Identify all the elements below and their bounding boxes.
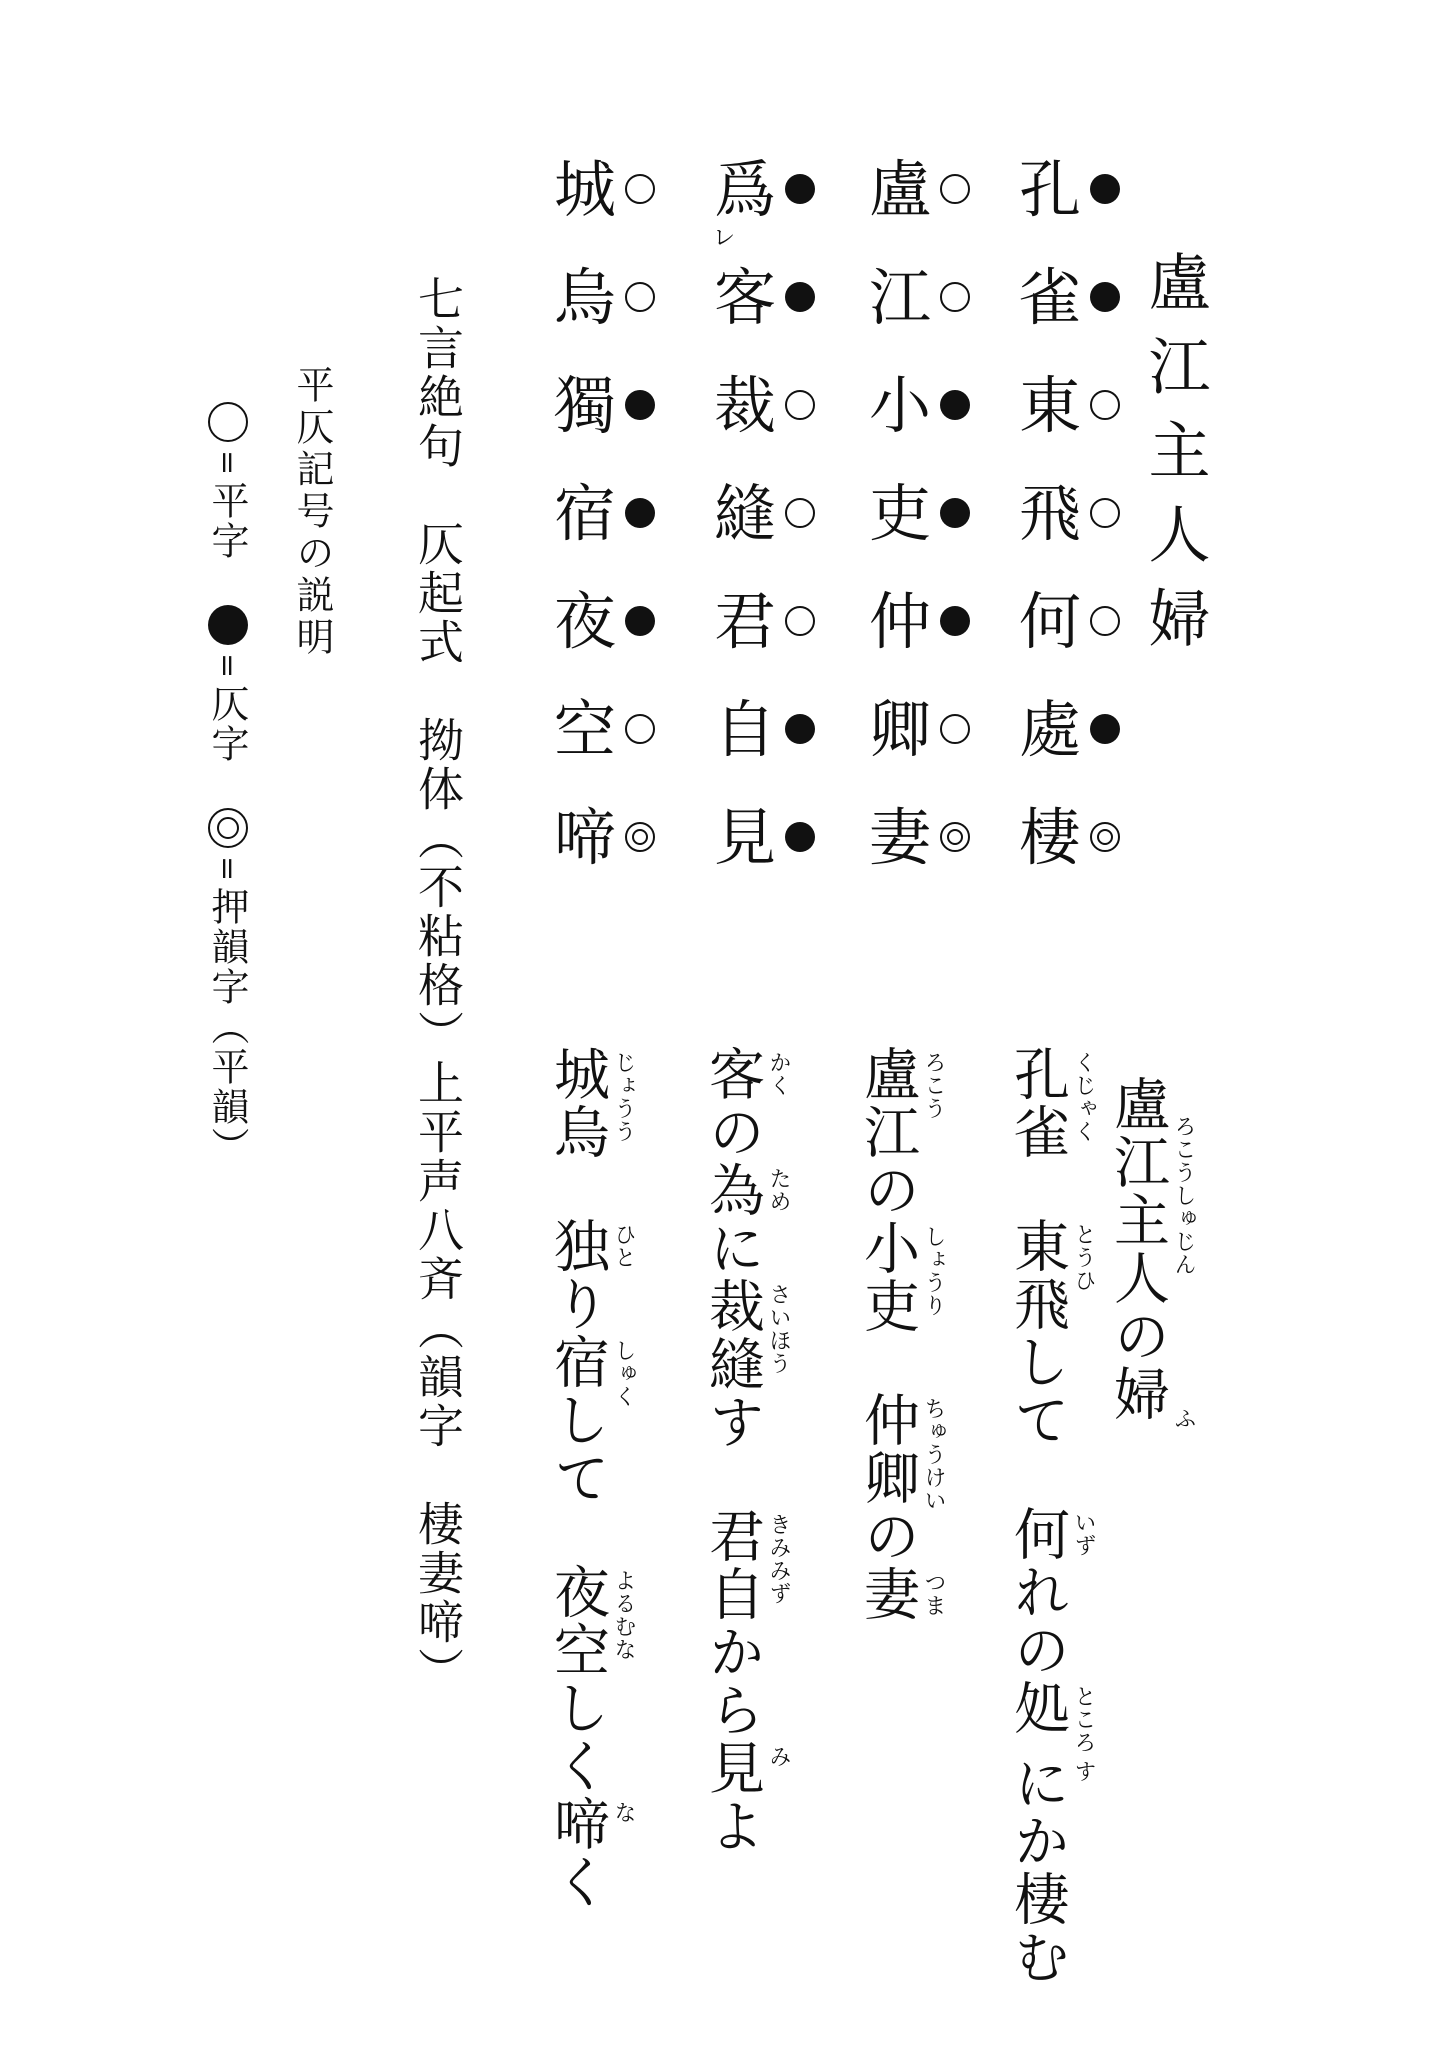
double-circle-icon xyxy=(625,822,655,852)
poem-char-cell xyxy=(705,474,835,574)
poem-char: 空 xyxy=(553,693,616,766)
poem-char-cell xyxy=(545,690,675,790)
reading-phrase xyxy=(1005,1754,1095,1986)
filled-circle-icon xyxy=(625,390,655,420)
reading-phrase xyxy=(700,1507,790,1739)
poem-char-cell xyxy=(705,798,835,898)
reading-text: 見よ xyxy=(700,1739,765,1855)
ruby: ろこう xyxy=(921,1051,946,1120)
poem-char-cell xyxy=(860,258,990,358)
poem-char: 仲 xyxy=(868,585,931,658)
ruby: ろこうしゅじん xyxy=(1171,1115,1196,1276)
reading-text: 啼く xyxy=(545,1795,610,1911)
legend-equals: = xyxy=(210,653,245,681)
open-circle-icon xyxy=(208,402,248,442)
reading-text: 孔雀 xyxy=(1005,1045,1070,1161)
poem-char-cell xyxy=(860,582,990,682)
kaeri-mark: レ xyxy=(713,226,736,251)
filled-circle-icon xyxy=(940,390,970,420)
ruby: ちゅうけい xyxy=(921,1397,946,1512)
legend-equals: = xyxy=(210,450,245,478)
open-circle-icon xyxy=(1090,606,1120,636)
poem-char: 東 xyxy=(1018,369,1081,442)
poem-char-cell xyxy=(1010,150,1140,250)
poem-char: 小 xyxy=(868,369,931,442)
reading-phrase xyxy=(855,1565,945,1623)
reading-line xyxy=(545,1045,635,1911)
poem-char-cell xyxy=(545,474,675,574)
ruby: み xyxy=(766,1745,791,1768)
poem-char: 卿 xyxy=(868,693,931,766)
reading-phrase xyxy=(700,1277,790,1451)
ruby: ひと xyxy=(611,1223,636,1269)
poem-char: 爲 xyxy=(713,153,776,226)
poem-char: 宿 xyxy=(553,477,616,550)
poem-char: 妻 xyxy=(868,801,931,874)
poem-char: 處 xyxy=(1018,693,1081,766)
filled-circle-icon xyxy=(940,498,970,528)
filled-circle-icon xyxy=(1090,282,1120,312)
poem-char: 見 xyxy=(713,801,776,874)
poem-char: 城 xyxy=(553,153,616,226)
double-circle-icon xyxy=(940,822,970,852)
reading-phrase xyxy=(700,1161,790,1277)
poem-char: 獨 xyxy=(553,369,616,442)
reading-text: 処 xyxy=(1005,1679,1070,1737)
reading-phrase xyxy=(545,1217,635,1333)
poem-char-cell xyxy=(705,690,835,790)
reading-phrase xyxy=(545,1563,635,1795)
filled-circle-icon xyxy=(1090,174,1120,204)
filled-circle-icon xyxy=(785,174,815,204)
reading-text: 客の xyxy=(700,1045,765,1161)
reading-phrase xyxy=(700,1739,790,1855)
legend-item xyxy=(200,398,255,561)
poem-char-cell xyxy=(860,366,990,466)
poem-char: 江 xyxy=(868,261,931,334)
open-circle-icon xyxy=(1090,498,1120,528)
reading-title xyxy=(1105,1075,1195,1430)
reading-phrase xyxy=(1005,1217,1095,1449)
ruby: さいほう xyxy=(766,1283,791,1375)
filled-circle-icon xyxy=(625,606,655,636)
ruby: す xyxy=(1071,1760,1096,1783)
ruby: よるむな xyxy=(611,1569,636,1661)
open-circle-icon xyxy=(625,282,655,312)
poem-char-cell xyxy=(1010,798,1140,898)
reading-text: 裁縫す xyxy=(700,1277,765,1451)
open-circle-icon xyxy=(625,714,655,744)
reading-text: 何れの xyxy=(1005,1505,1070,1679)
poem-char-cell xyxy=(1010,690,1140,790)
filled-circle-icon xyxy=(625,498,655,528)
legend-equals: = xyxy=(210,856,245,884)
ruby: つま xyxy=(921,1571,946,1617)
filled-circle-icon xyxy=(208,605,248,645)
reading-phrase xyxy=(1005,1505,1095,1679)
poem-char: 自 xyxy=(713,693,776,766)
ruby: しょうり xyxy=(921,1225,946,1317)
poem-char: 盧 xyxy=(868,153,931,226)
ruby: いず xyxy=(1071,1511,1096,1557)
poem-char-cell xyxy=(1010,258,1140,358)
reading-text: にか棲む xyxy=(1005,1754,1070,1986)
reading-line xyxy=(1005,1045,1095,1986)
poem-char: 飛 xyxy=(1018,477,1081,550)
legend-item xyxy=(200,601,255,764)
poem-char-cell xyxy=(860,474,990,574)
poem-char: 烏 xyxy=(553,261,616,334)
legend-label: 平字 xyxy=(205,481,249,562)
poem-char: 棲 xyxy=(1018,801,1081,874)
legend-title: 平仄記号の説明 xyxy=(290,365,334,659)
reading-phrase xyxy=(1005,1679,1095,1754)
ruby: な xyxy=(611,1801,636,1824)
filled-circle-icon xyxy=(1090,714,1120,744)
ruby: しゅく xyxy=(611,1339,636,1408)
open-circle-icon xyxy=(625,174,655,204)
poem-title: 盧江主人婦 xyxy=(1138,250,1211,670)
filled-circle-icon xyxy=(785,282,815,312)
reading-phrase xyxy=(545,1795,635,1911)
poem-char-cell xyxy=(545,798,675,898)
filled-circle-icon xyxy=(785,822,815,852)
reading-phrase xyxy=(855,1219,945,1335)
poem-char-cell xyxy=(705,366,835,466)
open-circle-icon xyxy=(940,282,970,312)
open-circle-icon xyxy=(940,714,970,744)
poem-char: 雀 xyxy=(1018,261,1081,334)
open-circle-icon xyxy=(940,174,970,204)
reading-phrase xyxy=(545,1333,635,1507)
reading-line xyxy=(700,1045,790,1855)
legend-label: 仄字 xyxy=(205,684,249,765)
reading-phrase xyxy=(700,1045,790,1161)
poem-meta: 七言絶句 仄起式 拗体（不粘格）上平声八斉（韻字 棲妻啼） xyxy=(411,275,465,1696)
poem-char-cell xyxy=(705,258,835,358)
reading-text: 小吏 xyxy=(855,1219,920,1335)
reading-phrase xyxy=(855,1391,945,1565)
poem-char-cell xyxy=(545,258,675,358)
poem-char-cell xyxy=(860,690,990,790)
poem-char: 客 xyxy=(713,261,776,334)
ruby: くじゃく xyxy=(1071,1051,1096,1143)
poem-char-cell xyxy=(1010,366,1140,466)
poem-char-cell xyxy=(545,582,675,682)
poem-char: 縫 xyxy=(713,477,776,550)
open-circle-icon xyxy=(1090,390,1120,420)
poem-char-cell xyxy=(545,150,675,250)
reading-text: 夜空しく xyxy=(545,1563,610,1795)
legend xyxy=(200,398,255,1167)
poem-char-cell xyxy=(545,366,675,466)
ruby: とうひ xyxy=(1071,1223,1096,1292)
reading-text: 独り xyxy=(545,1217,610,1333)
reading-line xyxy=(855,1045,945,1623)
reading-text: 君自から xyxy=(700,1507,765,1739)
reading-title-text: 盧江主人の婦 xyxy=(1105,1075,1170,1423)
double-circle-icon xyxy=(1090,822,1120,852)
filled-circle-icon xyxy=(940,606,970,636)
reading-phrase xyxy=(545,1045,635,1161)
ruby: きみみず xyxy=(766,1513,791,1605)
poem-char: 裁 xyxy=(713,369,776,442)
open-circle-icon xyxy=(785,390,815,420)
poem-char: 君 xyxy=(713,585,776,658)
open-circle-icon xyxy=(785,606,815,636)
poem-char: 孔 xyxy=(1018,153,1081,226)
reading-text: 為に xyxy=(700,1161,765,1277)
reading-text: 盧江の xyxy=(855,1045,920,1219)
reading-text: 城烏 xyxy=(545,1045,610,1161)
poem-char-cell xyxy=(860,798,990,898)
ruby: じょうう xyxy=(611,1051,636,1143)
legend-item xyxy=(200,804,255,1167)
legend-label: 押韻字（平韻） xyxy=(205,887,249,1168)
poem-char-cell xyxy=(860,150,990,250)
poem-char-cell xyxy=(1010,474,1140,574)
ruby: ふ xyxy=(1171,1407,1196,1430)
reading-phrase xyxy=(855,1045,945,1219)
reading-phrase xyxy=(1005,1045,1095,1161)
reading-text: 東飛して xyxy=(1005,1217,1070,1449)
reading-text: 妻 xyxy=(855,1565,920,1623)
poem-char: 啼 xyxy=(553,801,616,874)
reading-text: 宿して xyxy=(545,1333,610,1507)
ruby: ため xyxy=(766,1167,791,1213)
poem-char-cell xyxy=(705,582,835,682)
reading-text: 仲卿の xyxy=(855,1391,920,1565)
filled-circle-icon xyxy=(785,714,815,744)
poem-char: 夜 xyxy=(553,585,616,658)
ruby: ところ xyxy=(1071,1685,1096,1754)
poem-char: 吏 xyxy=(868,477,931,550)
poem-char-cell xyxy=(1010,582,1140,682)
poem-char: 何 xyxy=(1018,585,1081,658)
double-circle-icon xyxy=(208,808,248,848)
ruby: かく xyxy=(766,1051,791,1097)
open-circle-icon xyxy=(785,498,815,528)
